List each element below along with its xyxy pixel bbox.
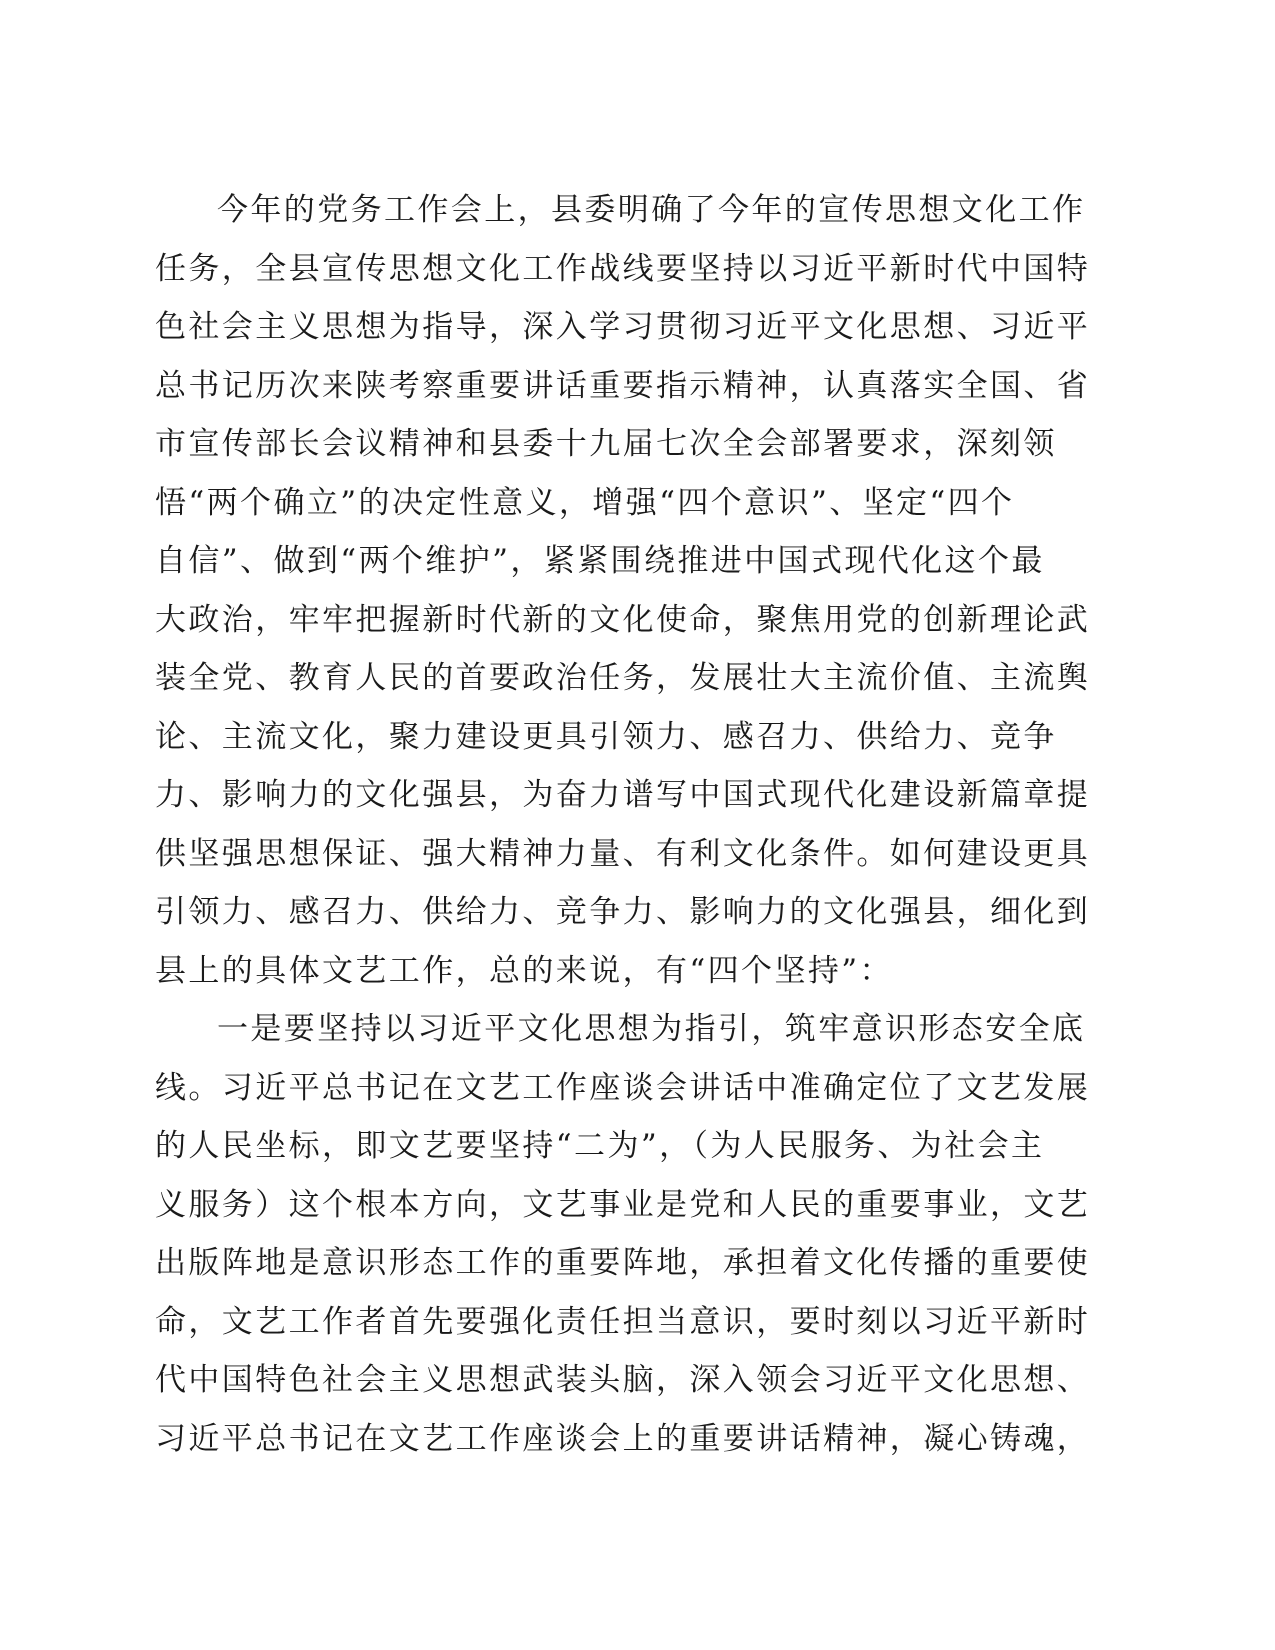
paragraph-line: 悟“两个确立”的决定性意义，增强“四个意识”、坚定“四个 [155,484,1015,521]
paragraph-line: 市宣传部长会议精神和县委十九届七次全会部署要求，深刻领 [155,426,1057,462]
paragraph-line: 色社会主义思想为指导，深入学习贯彻习近平文化思想、习近平 [155,309,1091,345]
paragraph-line: 义服务）这个根本方向，文艺事业是党和人民的重要事业，文艺 [155,1186,1091,1223]
paragraph-line: 装全党、教育人民的首要政治任务，发展壮大主流价值、主流舆 [155,660,1091,696]
paragraph-line: 命，文艺工作者首先要强化责任担当意识，要时刻以习近平新时 [155,1303,1091,1340]
paragraph-line: 线。习近平总书记在文艺工作座谈会讲话中准确定位了文艺发展 [155,1069,1091,1106]
paragraph-line: 总书记历次来陕考察重要讲话重要指示精神，认真落实全国、省 [155,367,1091,404]
paragraph-line: 习近平总书记在文艺工作座谈会上的重要讲话精神，凝心铸魂， [155,1420,1091,1457]
paragraph-1 [155,181,1091,1000]
body-text [155,181,1091,1468]
paragraph-line: 论、主流文化，聚力建设更具引领力、感召力、供给力、竞争 [155,718,1057,755]
paragraph-line: 自信”、做到“两个维护”，紧紧围绕推进中国式现代化这个最 [155,543,1045,579]
paragraph-line: 力、影响力的文化强县，为奋力谱写中国式现代化建设新篇章提 [155,777,1091,813]
paragraph-line: 出版阵地是意识形态工作的重要阵地，承担着文化传播的重要使 [155,1245,1091,1281]
paragraph-line: 一是要坚持以习近平文化思想为指引，筑牢意识形态安全底 [217,1011,1086,1047]
paragraph-2 [155,1000,1091,1468]
paragraph-line: 县上的具体文艺工作，总的来说，有“四个坚持”： [155,952,893,989]
paragraph-line: 的人民坐标，即文艺要坚持“二为”，（为人民服务、为社会主 [155,1128,1045,1164]
paragraph-line: 引领力、感召力、供给力、竞争力、影响力的文化强县，细化到 [155,894,1091,930]
paragraph-line: 今年的党务工作会上，县委明确了今年的宣传思想文化工作 [217,192,1086,228]
paragraph-line: 代中国特色社会主义思想武装头脑，深入领会习近平文化思想、 [155,1362,1091,1398]
paragraph-line: 供坚强思想保证、强大精神力量、有利文化条件。如何建设更具 [155,835,1091,872]
paragraph-line: 任务，全县宣传思想文化工作战线要坚持以习近平新时代中国特 [155,250,1091,287]
paragraph-line: 大政治，牢牢把握新时代新的文化使命，聚焦用党的创新理论武 [155,601,1091,638]
